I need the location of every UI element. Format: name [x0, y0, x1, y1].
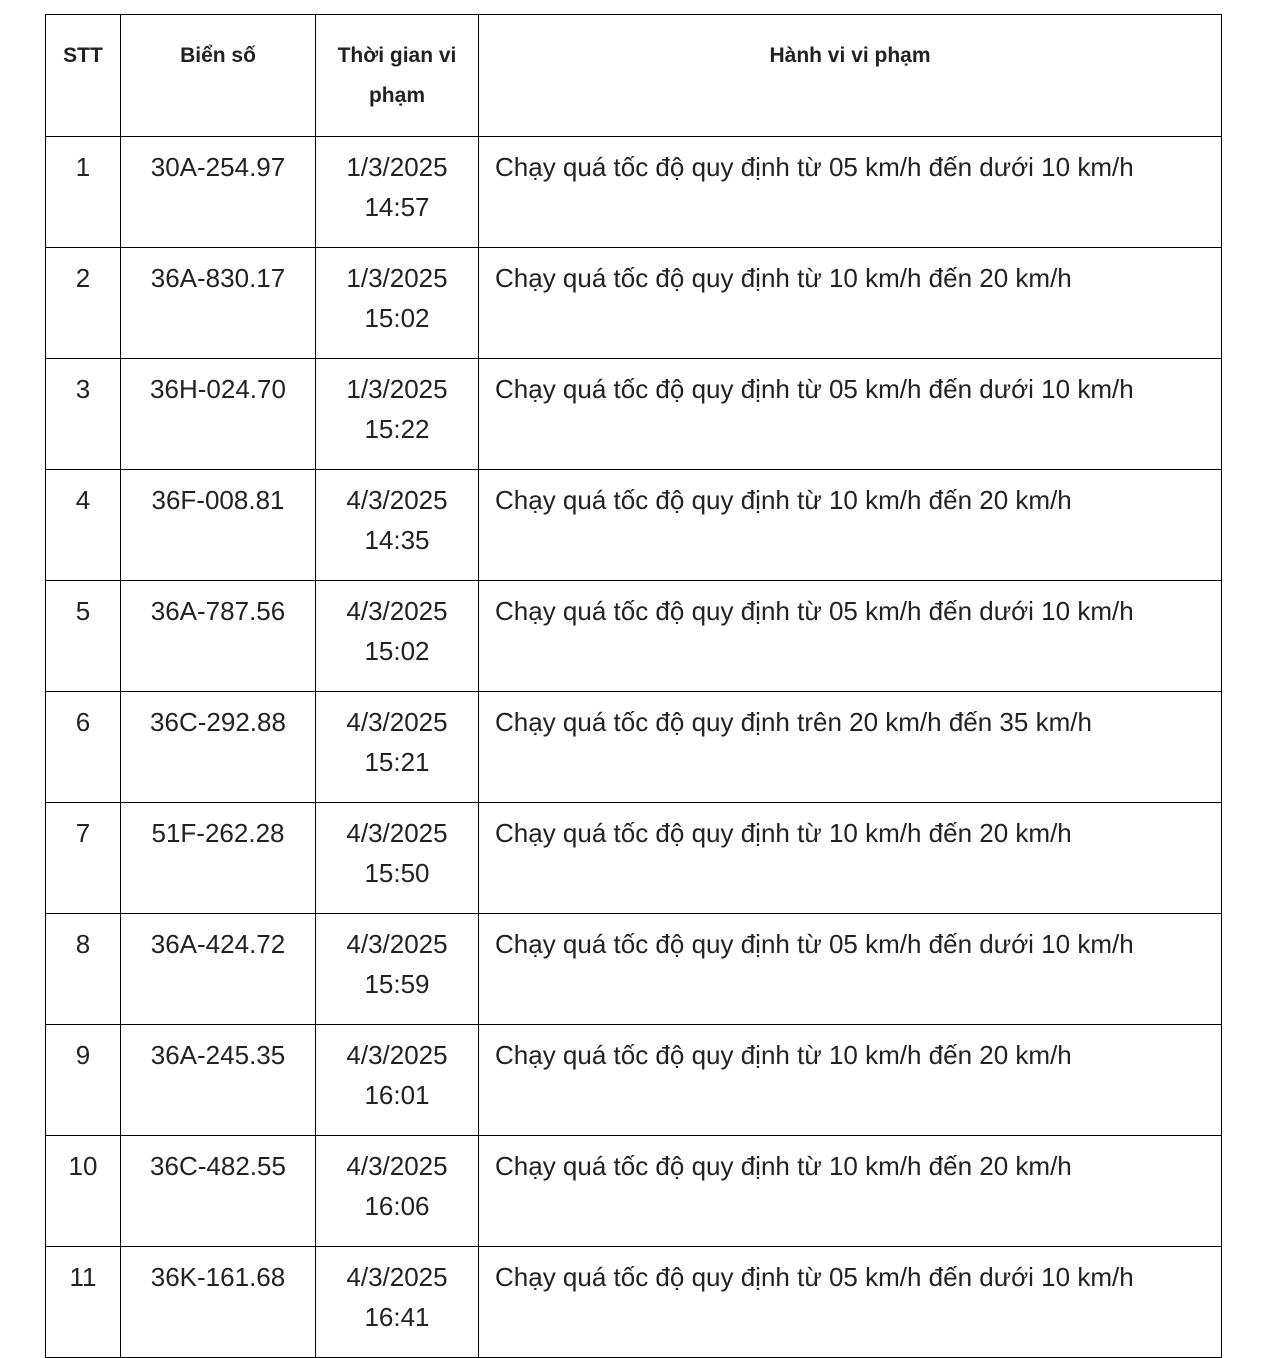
row-date: 4/3/2025	[346, 929, 448, 959]
row-stt: 7	[46, 803, 121, 914]
row-time	[316, 470, 479, 581]
row-plate: 51F-262.28	[121, 803, 316, 914]
table-row	[46, 359, 1222, 470]
row-plate: 36A-424.72	[121, 914, 316, 1025]
row-plate: 36A-830.17	[121, 248, 316, 359]
row-plate: 36C-292.88	[121, 692, 316, 803]
row-violation: Chạy quá tốc độ quy định từ 05 km/h đến dưới 10 km/h	[479, 137, 1222, 248]
row-date: 4/3/2025	[346, 1262, 448, 1292]
table-header	[46, 15, 1222, 137]
row-time	[316, 581, 479, 692]
row-clock-time: 15:50	[364, 858, 430, 888]
row-plate: 36A-245.35	[121, 1025, 316, 1136]
row-stt: 5	[46, 581, 121, 692]
table-row	[46, 1247, 1222, 1358]
row-time	[316, 803, 479, 914]
row-date: 4/3/2025	[346, 707, 448, 737]
row-stt: 3	[46, 359, 121, 470]
row-time	[316, 1136, 479, 1247]
table-row	[46, 248, 1222, 359]
row-time	[316, 248, 479, 359]
header-violation: Hành vi vi phạm	[479, 15, 1222, 137]
row-violation: Chạy quá tốc độ quy định từ 05 km/h đến dưới 10 km/h	[479, 1247, 1222, 1358]
row-clock-time: 16:06	[364, 1191, 430, 1221]
row-clock-time: 15:02	[364, 636, 430, 666]
row-date: 4/3/2025	[346, 1040, 448, 1070]
table-row	[46, 1025, 1222, 1136]
row-time	[316, 692, 479, 803]
row-date: 1/3/2025	[346, 152, 448, 182]
row-plate: 36F-008.81	[121, 470, 316, 581]
table-row	[46, 581, 1222, 692]
row-stt: 2	[46, 248, 121, 359]
row-date: 4/3/2025	[346, 818, 448, 848]
row-clock-time: 15:22	[364, 414, 430, 444]
row-clock-time: 16:01	[364, 1080, 430, 1110]
row-time	[316, 359, 479, 470]
row-stt: 1	[46, 137, 121, 248]
header-plate: Biển số	[121, 15, 316, 137]
row-stt: 6	[46, 692, 121, 803]
table-row	[46, 803, 1222, 914]
row-violation: Chạy quá tốc độ quy định từ 10 km/h đến 20 km/h	[479, 1136, 1222, 1247]
row-violation: Chạy quá tốc độ quy định từ 05 km/h đến dưới 10 km/h	[479, 914, 1222, 1025]
table-row	[46, 137, 1222, 248]
violations-table-container	[45, 14, 1221, 1358]
row-time	[316, 1025, 479, 1136]
row-stt: 9	[46, 1025, 121, 1136]
row-clock-time: 15:21	[364, 747, 430, 777]
row-clock-time: 15:59	[364, 969, 430, 999]
row-plate: 36H-024.70	[121, 359, 316, 470]
header-stt: STT	[46, 15, 121, 137]
row-stt: 11	[46, 1247, 121, 1358]
row-time	[316, 137, 479, 248]
row-plate: 30A-254.97	[121, 137, 316, 248]
row-date: 4/3/2025	[346, 485, 448, 515]
row-violation: Chạy quá tốc độ quy định từ 10 km/h đến 20 km/h	[479, 470, 1222, 581]
row-date: 4/3/2025	[346, 596, 448, 626]
header-time: Thời gian vi phạm	[316, 15, 479, 137]
row-stt: 10	[46, 1136, 121, 1247]
row-stt: 8	[46, 914, 121, 1025]
row-plate: 36A-787.56	[121, 581, 316, 692]
row-date: 4/3/2025	[346, 1151, 448, 1181]
row-violation: Chạy quá tốc độ quy định trên 20 km/h đến 35 km/h	[479, 692, 1222, 803]
table-row	[46, 1136, 1222, 1247]
row-clock-time: 15:02	[364, 303, 430, 333]
row-clock-time: 14:57	[364, 192, 430, 222]
row-date: 1/3/2025	[346, 263, 448, 293]
row-violation: Chạy quá tốc độ quy định từ 10 km/h đến 20 km/h	[479, 1025, 1222, 1136]
row-violation: Chạy quá tốc độ quy định từ 05 km/h đến dưới 10 km/h	[479, 359, 1222, 470]
row-time	[316, 1247, 479, 1358]
row-clock-time: 14:35	[364, 525, 430, 555]
row-plate: 36C-482.55	[121, 1136, 316, 1247]
table-row	[46, 692, 1222, 803]
row-violation: Chạy quá tốc độ quy định từ 10 km/h đến 20 km/h	[479, 248, 1222, 359]
table-row	[46, 914, 1222, 1025]
violations-table	[45, 14, 1222, 1358]
row-date: 1/3/2025	[346, 374, 448, 404]
row-plate: 36K-161.68	[121, 1247, 316, 1358]
row-clock-time: 16:41	[364, 1302, 430, 1332]
row-time	[316, 914, 479, 1025]
row-stt: 4	[46, 470, 121, 581]
table-body	[46, 137, 1222, 1358]
header-row	[46, 15, 1222, 137]
row-violation: Chạy quá tốc độ quy định từ 10 km/h đến 20 km/h	[479, 803, 1222, 914]
table-row	[46, 470, 1222, 581]
row-violation: Chạy quá tốc độ quy định từ 05 km/h đến dưới 10 km/h	[479, 581, 1222, 692]
